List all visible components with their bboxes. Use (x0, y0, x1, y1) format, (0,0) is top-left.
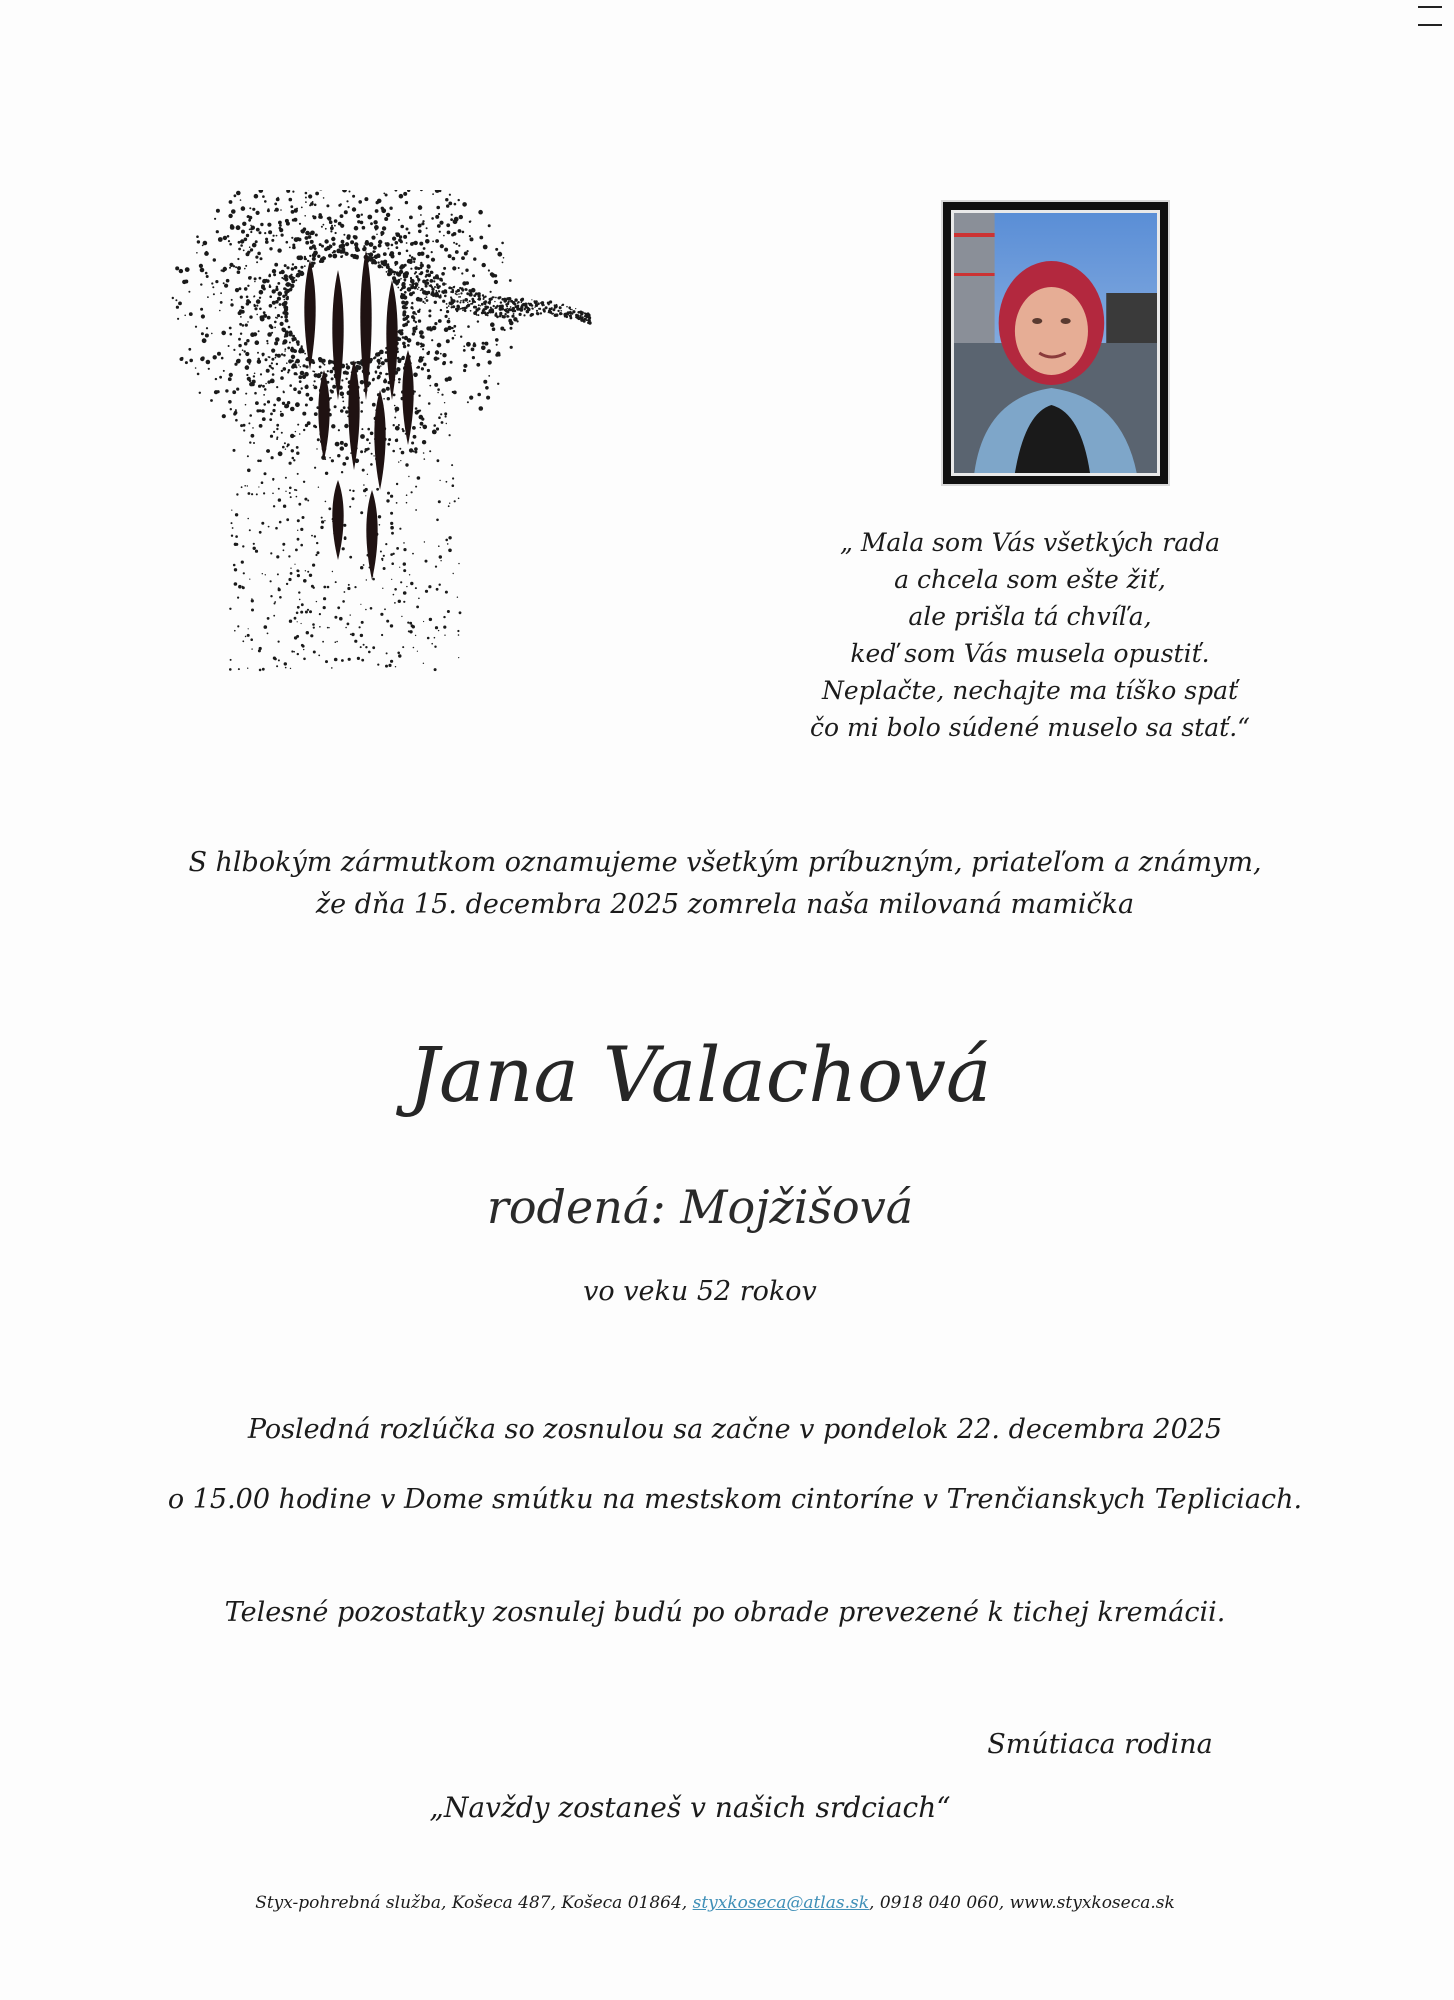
poem (795, 524, 1265, 746)
family-signature: Smútiaca rodina (987, 1729, 1213, 1760)
age-text: vo veku 52 rokov (583, 1276, 817, 1307)
remains-text: Telesné pozostatky zosnulej budú po obrade prevezené k tichej kremácii. (224, 1597, 1226, 1628)
announcement-text (150, 842, 1300, 926)
maiden-name: rodená: Mojžišová (486, 1180, 914, 1234)
closing-quote: „Navždy zostaneš v našich srdciach“ (429, 1791, 951, 1824)
farewell-line: o 15.00 hodine v Dome smútku na mestskom cintoríne v Trenčianskych Tepliciach. (167, 1484, 1303, 1515)
farewell-text (100, 1395, 1370, 1535)
flame-shape (348, 360, 359, 470)
footer-email-link[interactable]: styxkoseca@atlas.sk (692, 1893, 870, 1913)
portrait-image (954, 213, 1157, 473)
poem-line: keď som Vás musela opustiť. (850, 639, 1210, 668)
announcement-line: S hlbokým zármutkom oznamujeme všetkým príbuzným, priateľom a známym, (188, 847, 1262, 878)
poem-line: „ Mala som Vás všetkých rada (839, 528, 1221, 557)
poem-line: a chcela som ešte žiť, (894, 565, 1166, 594)
deceased-name: Jana Valachová (408, 1030, 992, 1119)
footer-company: Styx-pohrebná služba, Košeca 487, Košeca 01864, (255, 1893, 693, 1913)
farewell-line: Posledná rozlúčka so zosnulou sa začne v pondelok 22. decembra 2025 (247, 1414, 1223, 1445)
flame-shape (374, 390, 385, 490)
footer-contact (150, 1888, 1280, 1918)
footer-phone-web: , 0918 040 060, www.styxkoseca.sk (869, 1893, 1175, 1913)
flame-shape (366, 490, 377, 580)
poem-line: ale prišla tá chvíľa, (908, 602, 1152, 631)
scan-edge-mark (1418, 24, 1442, 26)
candle-ornament-image (110, 190, 600, 710)
scan-edge-mark (1418, 6, 1442, 8)
poem-line: Neplačte, nechajte ma tíško spať (821, 676, 1239, 705)
deceased-photo (943, 202, 1168, 484)
poem-line: čo mi bolo súdené muselo sa stať.“ (810, 713, 1250, 742)
announcement-line: že dňa 15. decembra 2025 zomrela naša milovaná mamička (315, 889, 1135, 920)
